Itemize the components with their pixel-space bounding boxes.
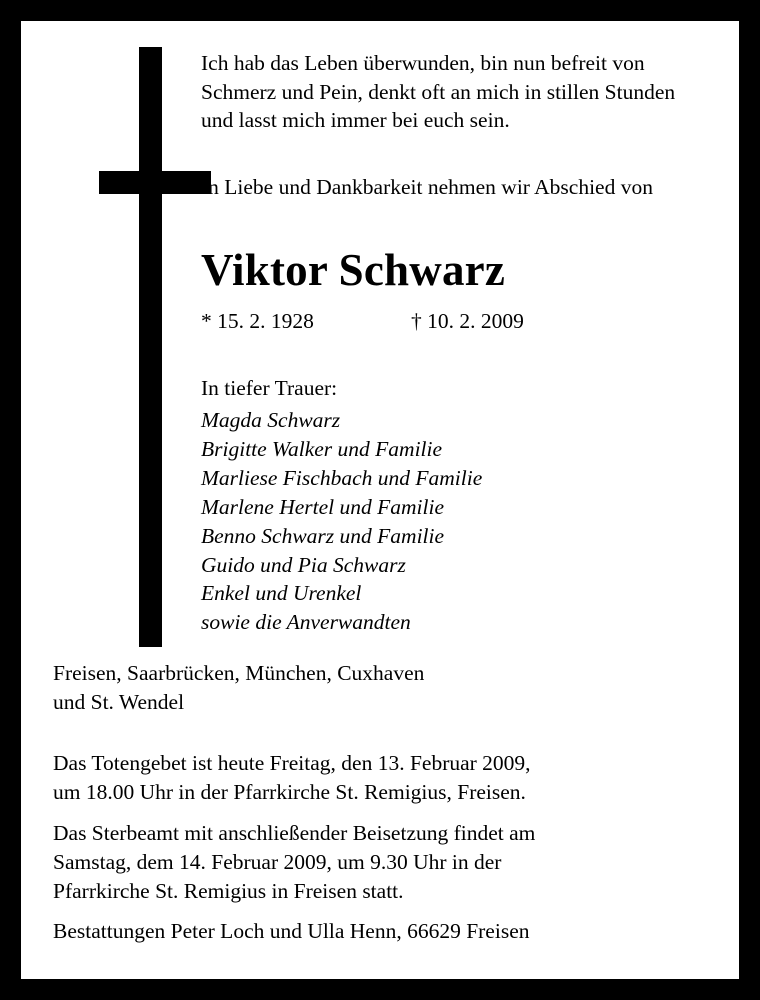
list-item: Benno Schwarz und Familie xyxy=(201,523,445,548)
funeral-notice-line-2: Samstag, dem 14. Februar 2009, um 9.30 Uhr in der xyxy=(53,849,502,874)
prayer-notice-line-1: Das Totengebet ist heute Freitag, den 13. Februar 2009, xyxy=(53,751,531,775)
life-dates xyxy=(201,309,721,334)
prayer-notice-line-2: um 18.00 Uhr in der Pfarrkirche St. Remigius, Freisen. xyxy=(53,779,526,804)
list-item: Brigitte Walker und Familie xyxy=(201,436,443,461)
undertaker-line: Bestattungen Peter Loch und Ulla Henn, 66629 Freisen xyxy=(53,919,530,943)
farewell-line: In Liebe und Dankbarkeit nehmen wir Abschied von xyxy=(201,175,653,199)
list-item: Guido und Pia Schwarz xyxy=(201,552,406,577)
places-line xyxy=(53,659,743,717)
mourners-list xyxy=(201,406,701,637)
list-item: Marliese Fischbach und Familie xyxy=(201,465,483,490)
birth-symbol: * xyxy=(201,309,212,333)
places-line-2: und St. Wendel xyxy=(53,689,185,714)
funeral-notice-line-3: Pfarrkirche St. Remigius in Freisen statt. xyxy=(53,878,404,903)
list-item: Enkel und Urenkel xyxy=(201,581,362,606)
mourners-heading: In tiefer Trauer: xyxy=(201,376,338,400)
funeral-notice xyxy=(53,819,743,905)
obituary-content xyxy=(21,21,739,979)
birth-date: 15. 2. 1928 xyxy=(217,309,314,333)
prayer-notice xyxy=(53,749,743,807)
list-item: sowie die Anverwandten xyxy=(201,610,411,635)
death-date: 10. 2. 2009 xyxy=(427,309,524,333)
places-line-1: Freisen, Saarbrücken, München, Cuxhaven xyxy=(53,661,425,685)
death-date-group xyxy=(411,309,524,334)
obituary-frame xyxy=(18,18,742,982)
death-symbol: † xyxy=(411,309,422,333)
funeral-notice-line-1: Das Sterbeamt mit anschließender Beisetzung findet am xyxy=(53,821,536,845)
list-item: Magda Schwarz xyxy=(201,408,341,432)
memorial-verse: Ich hab das Leben überwunden, bin nun befreit von Schmerz und Pein, denkt oft an mich in stillen Stunden und lasst mich immer bei euch sein. xyxy=(201,51,676,133)
birth-date-group xyxy=(201,309,411,334)
list-item: Marlene Hertel und Familie xyxy=(201,494,445,519)
deceased-name: Viktor Schwarz xyxy=(201,245,506,295)
